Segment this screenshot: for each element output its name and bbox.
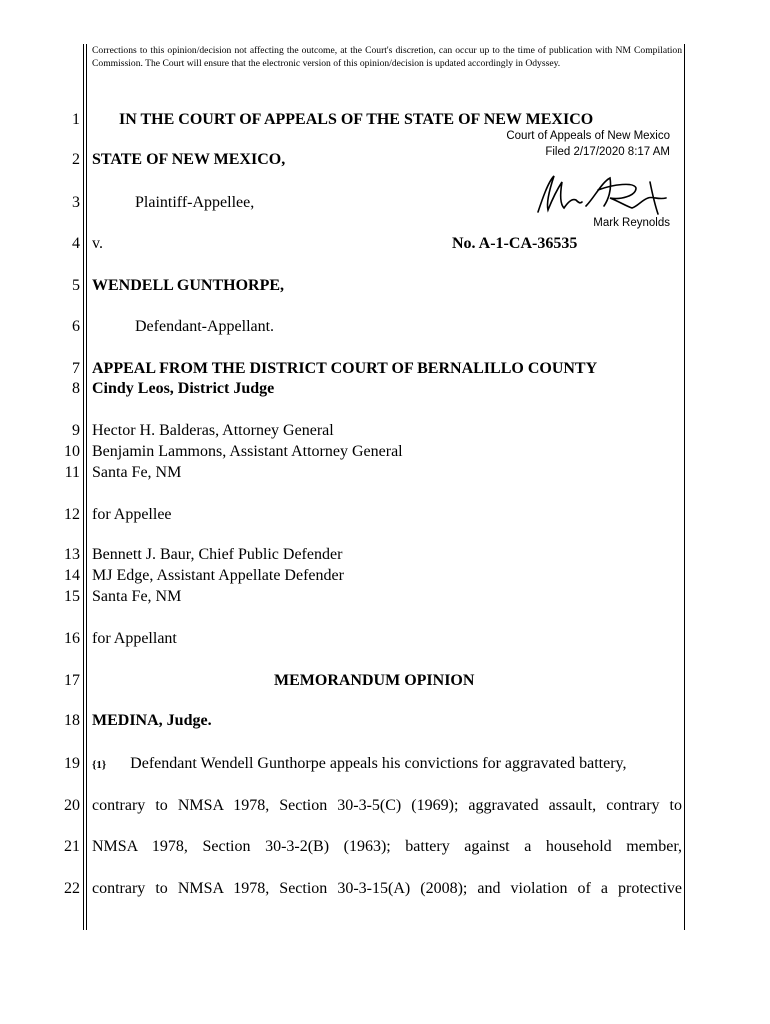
appellant-counsel-2: MJ Edge, Assistant Appellate Defender xyxy=(92,567,344,584)
line-number: 19 xyxy=(64,755,80,772)
line-number: 16 xyxy=(64,630,80,647)
line-number: 17 xyxy=(64,672,80,689)
appellant-counsel-1: Bennett J. Baur, Chief Public Defender xyxy=(92,546,343,563)
for-appellant: for Appellant xyxy=(92,630,177,647)
line-number: 14 xyxy=(64,567,80,584)
corrections-notice: Corrections to this opinion/decision not affecting the outcome, at the Court's discretion, can occur up to the time of publication with NM Compilation Commission. The Court will ensure that the electronic version of this opinion/decision is updated accordingly in Odyssey. xyxy=(92,45,682,69)
line-number: 1 xyxy=(72,111,80,128)
plaintiff-role: Plaintiff-Appellee, xyxy=(135,194,255,211)
appeal-from: APPEAL FROM THE DISTRICT COURT OF BERNALILLO COUNTY xyxy=(92,360,598,377)
line-number: 21 xyxy=(64,838,80,855)
line-number: 15 xyxy=(64,588,80,605)
district-judge: Cindy Leos, District Judge xyxy=(92,380,275,397)
line-number: 13 xyxy=(64,546,80,563)
left-margin-rule-inner xyxy=(86,44,87,930)
line-number: 10 xyxy=(64,443,80,460)
paragraph-1-line-3: NMSA 1978, Section 30-3-2(B) (1963); battery against a household member, xyxy=(92,838,682,855)
case-number: No. A-1-CA-36535 xyxy=(452,235,578,252)
plaintiff-name: STATE OF NEW MEXICO, xyxy=(92,151,286,168)
versus-label: v. xyxy=(92,235,103,252)
line-number: 5 xyxy=(72,277,80,294)
filing-signer: Mark Reynolds xyxy=(593,217,670,229)
court-title: IN THE COURT OF APPEALS OF THE STATE OF NEW MEXICO xyxy=(119,111,594,128)
right-margin-rule xyxy=(684,44,685,930)
filing-date: Filed 2/17/2020 8:17 AM xyxy=(545,146,670,158)
appellant-counsel-3: Santa Fe, NM xyxy=(92,588,182,605)
opinion-heading: MEMORANDUM OPINION xyxy=(274,672,475,689)
line-number: 20 xyxy=(64,797,80,814)
defendant-role: Defendant-Appellant. xyxy=(135,318,275,335)
appellee-counsel-3: Santa Fe, NM xyxy=(92,464,182,481)
line-number: 18 xyxy=(64,712,80,729)
line-number: 2 xyxy=(72,151,80,168)
line-number: 11 xyxy=(64,464,80,481)
filing-court: Court of Appeals of New Mexico xyxy=(506,130,670,142)
line-number: 8 xyxy=(72,380,80,397)
paragraph-1-line-4: contrary to NMSA 1978, Section 30-3-15(A) (2008); and violation of a protective xyxy=(92,880,682,897)
left-margin-rule xyxy=(83,44,84,930)
paragraph-1-line-1 xyxy=(92,754,627,775)
paragraph-1-line-2: contrary to NMSA 1978, Section 30-3-5(C) (1969); aggravated assault, contrary to xyxy=(92,797,682,814)
signature-image xyxy=(524,170,674,220)
paragraph-marker: {1} xyxy=(92,759,107,771)
appellee-counsel-2: Benjamin Lammons, Assistant Attorney General xyxy=(92,443,403,460)
line-number: 4 xyxy=(72,235,80,252)
line-number: 9 xyxy=(72,422,80,439)
line-number: 22 xyxy=(64,880,80,897)
line-number: 6 xyxy=(72,318,80,335)
line-number: 7 xyxy=(72,360,80,377)
appellee-counsel-1: Hector H. Balderas, Attorney General xyxy=(92,422,334,439)
for-appellee: for Appellee xyxy=(92,506,172,523)
line-number: 12 xyxy=(64,506,80,523)
defendant-name: WENDELL GUNTHORPE, xyxy=(92,277,285,294)
opinion-line: Defendant Wendell Gunthorpe appeals his convictions for aggravated battery, xyxy=(130,755,627,772)
opinion-author: MEDINA, Judge. xyxy=(92,712,212,729)
line-number: 3 xyxy=(72,194,80,211)
